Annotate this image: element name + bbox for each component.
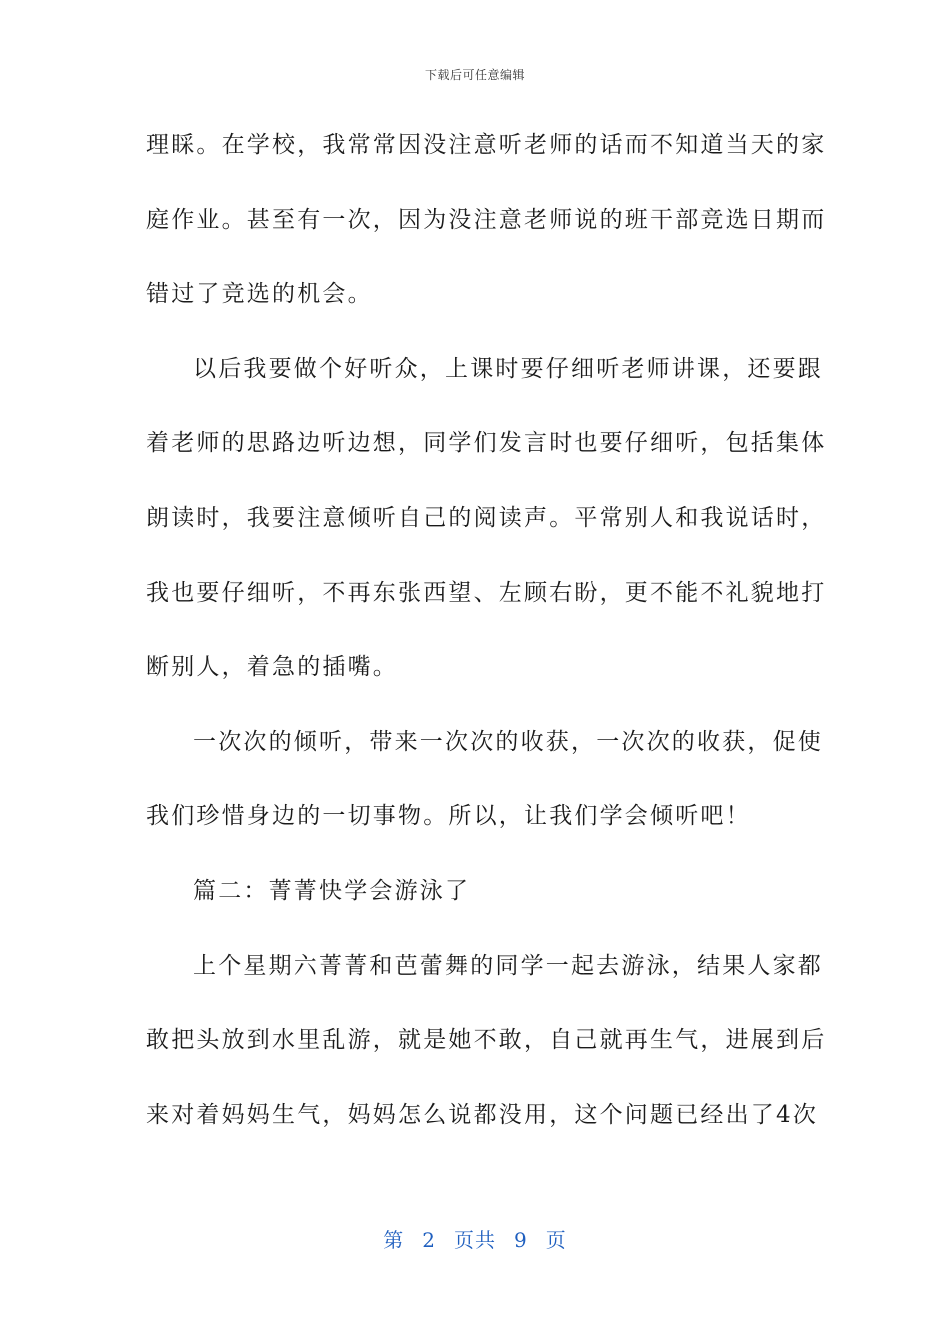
page-footer	[0, 1224, 950, 1253]
text-line: 我也要仔细听，不再东张西望、左顾右盼，更不能不礼貌地打	[146, 579, 827, 606]
text-line: 我们珍惜身边的一切事物。所以，让我们学会倾听吧！	[146, 803, 751, 830]
paragraph-start-line: 一次次的倾听，带来一次次的收获，一次次的收获，促使	[193, 728, 823, 755]
paragraph-start-line: 上个星期六菁菁和芭蕾舞的同学一起去游泳，结果人家都	[193, 952, 823, 979]
footer-current-page: 2	[422, 1228, 436, 1252]
text-line: 着老师的思路边听边想，同学们发言时也要仔细听，包括集体	[146, 430, 827, 457]
text-line: 敢把头放到水里乱游，就是她不敢，自己就再生气，进展到后	[146, 1027, 827, 1054]
footer-prefix: 第	[383, 1228, 405, 1252]
footer-total-pages: 9	[514, 1228, 528, 1252]
footer-middle: 页共	[454, 1228, 496, 1252]
paragraph-start-line: 以后我要做个好听众，上课时要仔细听老师讲课，还要跟	[193, 355, 823, 382]
section-heading: 篇二：菁菁快学会游泳了	[193, 877, 471, 904]
text-line: 来对着妈妈生气，妈妈怎么说都没用，这个问题已经出了4次	[146, 1101, 819, 1128]
header-note: 下载后可任意编辑	[424, 68, 525, 82]
document-body	[146, 120, 827, 1164]
text-line: 理睬。在学校，我常常因没注意听老师的话而不知道当天的家	[146, 132, 827, 158]
text-line: 错过了竞选的机会。	[146, 281, 373, 308]
text-line: 朗读时，我要注意倾听自己的阅读声。平常别人和我说话时，	[146, 504, 827, 531]
text-line: 庭作业。甚至有一次，因为没注意老师说的班干部竞选日期而	[146, 206, 827, 233]
footer-suffix: 页	[545, 1228, 567, 1252]
text-line: 断别人，着急的插嘴。	[146, 654, 398, 681]
